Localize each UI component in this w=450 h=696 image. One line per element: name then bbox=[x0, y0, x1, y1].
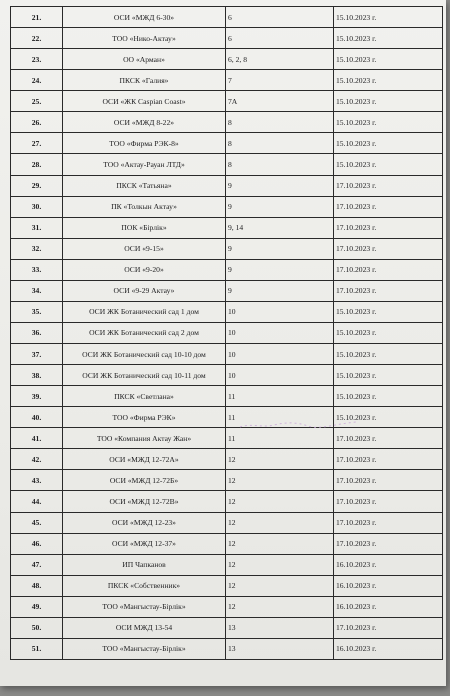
row-number-cell: 50. bbox=[11, 617, 63, 638]
date-cell: 15.10.2023 г. bbox=[334, 365, 443, 386]
row-number-cell: 25. bbox=[11, 91, 63, 112]
district-cell: 9 bbox=[226, 196, 334, 217]
organization-name-cell: ОСИ «МЖД 12-72А» bbox=[63, 449, 226, 470]
organization-name-cell: ОСИ «9-20» bbox=[63, 259, 226, 280]
table-row bbox=[11, 365, 443, 386]
district-cell: 11 bbox=[226, 407, 334, 428]
table-row bbox=[11, 386, 443, 407]
date-cell: 15.10.2023 г. bbox=[334, 386, 443, 407]
date-cell: 17.10.2023 г. bbox=[334, 238, 443, 259]
organization-name-cell: ОСИ «9-29 Актау» bbox=[63, 280, 226, 301]
table-row bbox=[11, 638, 443, 659]
row-number-cell: 48. bbox=[11, 575, 63, 596]
date-cell: 17.10.2023 г. bbox=[334, 175, 443, 196]
date-cell: 15.10.2023 г. bbox=[334, 301, 443, 322]
row-number-cell: 49. bbox=[11, 596, 63, 617]
date-cell: 17.10.2023 г. bbox=[334, 428, 443, 449]
table-row bbox=[11, 344, 443, 365]
organization-name-cell: ОСИ «9-15» bbox=[63, 238, 226, 259]
row-number-cell: 41. bbox=[11, 428, 63, 449]
row-number-cell: 29. bbox=[11, 175, 63, 196]
date-cell: 17.10.2023 г. bbox=[334, 533, 443, 554]
date-cell: 17.10.2023 г. bbox=[334, 259, 443, 280]
row-number-cell: 51. bbox=[11, 638, 63, 659]
district-cell: 6, 2, 8 bbox=[226, 49, 334, 70]
table-row bbox=[11, 512, 443, 533]
table-body bbox=[11, 7, 443, 660]
organization-name-cell: ТОО «Мангыстау-Бірлік» bbox=[63, 638, 226, 659]
table-row bbox=[11, 133, 443, 154]
organization-name-cell: ПК «Толкын Актау» bbox=[63, 196, 226, 217]
district-cell: 6 bbox=[226, 7, 334, 28]
row-number-cell: 42. bbox=[11, 449, 63, 470]
district-cell: 11 bbox=[226, 428, 334, 449]
district-cell: 8 bbox=[226, 112, 334, 133]
district-cell: 6 bbox=[226, 28, 334, 49]
row-number-cell: 40. bbox=[11, 407, 63, 428]
district-cell: 13 bbox=[226, 617, 334, 638]
table-row bbox=[11, 49, 443, 70]
table-row bbox=[11, 259, 443, 280]
organization-name-cell: ОСИ ЖК Ботанический сад 10-11 дом bbox=[63, 365, 226, 386]
row-number-cell: 22. bbox=[11, 28, 63, 49]
district-cell: 9 bbox=[226, 259, 334, 280]
date-cell: 17.10.2023 г. bbox=[334, 280, 443, 301]
organization-name-cell: ПКСК «Собственник» bbox=[63, 575, 226, 596]
organization-name-cell: ТОО «Актау-Рауан ЛТД» bbox=[63, 154, 226, 175]
date-cell: 16.10.2023 г. bbox=[334, 554, 443, 575]
date-cell: 16.10.2023 г. bbox=[334, 596, 443, 617]
row-number-cell: 47. bbox=[11, 554, 63, 575]
row-number-cell: 39. bbox=[11, 386, 63, 407]
table-row bbox=[11, 407, 443, 428]
organization-name-cell: ПКСК «Татьяна» bbox=[63, 175, 226, 196]
row-number-cell: 36. bbox=[11, 322, 63, 343]
organization-name-cell: ТОО «Фирма РЭК» bbox=[63, 407, 226, 428]
district-cell: 12 bbox=[226, 491, 334, 512]
table-row bbox=[11, 596, 443, 617]
date-cell: 17.10.2023 г. bbox=[334, 617, 443, 638]
organization-name-cell: ОСИ МЖД 13-54 bbox=[63, 617, 226, 638]
date-cell: 17.10.2023 г. bbox=[334, 196, 443, 217]
table-row bbox=[11, 449, 443, 470]
date-cell: 17.10.2023 г. bbox=[334, 512, 443, 533]
district-cell: 9 bbox=[226, 280, 334, 301]
organization-name-cell: ПКСК «Галия» bbox=[63, 70, 226, 91]
district-cell: 12 bbox=[226, 554, 334, 575]
table-row bbox=[11, 533, 443, 554]
table-row bbox=[11, 112, 443, 133]
date-cell: 15.10.2023 г. bbox=[334, 49, 443, 70]
district-cell: 12 bbox=[226, 470, 334, 491]
district-cell: 9 bbox=[226, 175, 334, 196]
organization-name-cell: ТОО «Нико-Актау» bbox=[63, 28, 226, 49]
organization-name-cell: ОСИ «ЖК Caspian Coast» bbox=[63, 91, 226, 112]
district-cell: 12 bbox=[226, 596, 334, 617]
organization-name-cell: ТОО «Фирма РЭК-8» bbox=[63, 133, 226, 154]
row-number-cell: 31. bbox=[11, 217, 63, 238]
district-cell: 8 bbox=[226, 133, 334, 154]
district-cell: 10 bbox=[226, 301, 334, 322]
row-number-cell: 44. bbox=[11, 491, 63, 512]
row-number-cell: 38. bbox=[11, 365, 63, 386]
date-cell: 15.10.2023 г. bbox=[334, 28, 443, 49]
organization-name-cell: ИП Чапканов bbox=[63, 554, 226, 575]
organization-name-cell: ТОО «Компания Актау Жан» bbox=[63, 428, 226, 449]
organization-name-cell: ОСИ ЖК Ботанический сад 2 дом bbox=[63, 322, 226, 343]
organization-name-cell: ОСИ ЖК Ботанический сад 10-10 дом bbox=[63, 344, 226, 365]
date-cell: 15.10.2023 г. bbox=[334, 70, 443, 91]
date-cell: 17.10.2023 г. bbox=[334, 217, 443, 238]
table-row bbox=[11, 91, 443, 112]
table-row bbox=[11, 617, 443, 638]
organization-name-cell: ТОО «Мангыстау-Бірлік» bbox=[63, 596, 226, 617]
district-cell: 9, 14 bbox=[226, 217, 334, 238]
date-cell: 17.10.2023 г. bbox=[334, 470, 443, 491]
row-number-cell: 28. bbox=[11, 154, 63, 175]
row-number-cell: 23. bbox=[11, 49, 63, 70]
table-row bbox=[11, 70, 443, 91]
table-row bbox=[11, 575, 443, 596]
table-row bbox=[11, 301, 443, 322]
date-cell: 15.10.2023 г. bbox=[334, 154, 443, 175]
table-row bbox=[11, 491, 443, 512]
date-cell: 15.10.2023 г. bbox=[334, 91, 443, 112]
date-cell: 15.10.2023 г. bbox=[334, 133, 443, 154]
table-row bbox=[11, 28, 443, 49]
table-row bbox=[11, 322, 443, 343]
organization-name-cell: ОО «Арман» bbox=[63, 49, 226, 70]
table-row bbox=[11, 175, 443, 196]
district-cell: 13 bbox=[226, 638, 334, 659]
table-row bbox=[11, 154, 443, 175]
table-row bbox=[11, 428, 443, 449]
schedule-table bbox=[10, 6, 443, 660]
row-number-cell: 32. bbox=[11, 238, 63, 259]
row-number-cell: 43. bbox=[11, 470, 63, 491]
date-cell: 16.10.2023 г. bbox=[334, 638, 443, 659]
row-number-cell: 34. bbox=[11, 280, 63, 301]
row-number-cell: 26. bbox=[11, 112, 63, 133]
district-cell: 10 bbox=[226, 344, 334, 365]
district-cell: 7А bbox=[226, 91, 334, 112]
district-cell: 12 bbox=[226, 449, 334, 470]
table-row bbox=[11, 7, 443, 28]
table-row bbox=[11, 280, 443, 301]
row-number-cell: 21. bbox=[11, 7, 63, 28]
organization-name-cell: ОСИ «МЖД 12-23» bbox=[63, 512, 226, 533]
row-number-cell: 46. bbox=[11, 533, 63, 554]
organization-name-cell: ОСИ «МЖД 6-30» bbox=[63, 7, 226, 28]
row-number-cell: 24. bbox=[11, 70, 63, 91]
district-cell: 10 bbox=[226, 365, 334, 386]
organization-name-cell: ОСИ «МЖД 12-72Б» bbox=[63, 470, 226, 491]
district-cell: 9 bbox=[226, 238, 334, 259]
table-row bbox=[11, 470, 443, 491]
row-number-cell: 30. bbox=[11, 196, 63, 217]
organization-name-cell: ОСИ «МЖД 12-37» bbox=[63, 533, 226, 554]
row-number-cell: 45. bbox=[11, 512, 63, 533]
date-cell: 15.10.2023 г. bbox=[334, 112, 443, 133]
date-cell: 15.10.2023 г. bbox=[334, 407, 443, 428]
row-number-cell: 33. bbox=[11, 259, 63, 280]
table-row bbox=[11, 196, 443, 217]
date-cell: 15.10.2023 г. bbox=[334, 344, 443, 365]
organization-name-cell: ПКСК «Светлана» bbox=[63, 386, 226, 407]
district-cell: 12 bbox=[226, 512, 334, 533]
date-cell: 15.10.2023 г. bbox=[334, 7, 443, 28]
district-cell: 10 bbox=[226, 322, 334, 343]
organization-name-cell: ОСИ «МЖД 8-22» bbox=[63, 112, 226, 133]
date-cell: 15.10.2023 г. bbox=[334, 322, 443, 343]
date-cell: 17.10.2023 г. bbox=[334, 491, 443, 512]
date-cell: 17.10.2023 г. bbox=[334, 449, 443, 470]
district-cell: 12 bbox=[226, 575, 334, 596]
row-number-cell: 27. bbox=[11, 133, 63, 154]
row-number-cell: 35. bbox=[11, 301, 63, 322]
table-row bbox=[11, 554, 443, 575]
district-cell: 7 bbox=[226, 70, 334, 91]
district-cell: 12 bbox=[226, 533, 334, 554]
district-cell: 11 bbox=[226, 386, 334, 407]
date-cell: 16.10.2023 г. bbox=[334, 575, 443, 596]
district-cell: 8 bbox=[226, 154, 334, 175]
table-row bbox=[11, 217, 443, 238]
organization-name-cell: ОСИ ЖК Ботанический сад 1 дом bbox=[63, 301, 226, 322]
table-row bbox=[11, 238, 443, 259]
row-number-cell: 37. bbox=[11, 344, 63, 365]
organization-name-cell: ПОК «Бірлік» bbox=[63, 217, 226, 238]
organization-name-cell: ОСИ «МЖД 12-72В» bbox=[63, 491, 226, 512]
